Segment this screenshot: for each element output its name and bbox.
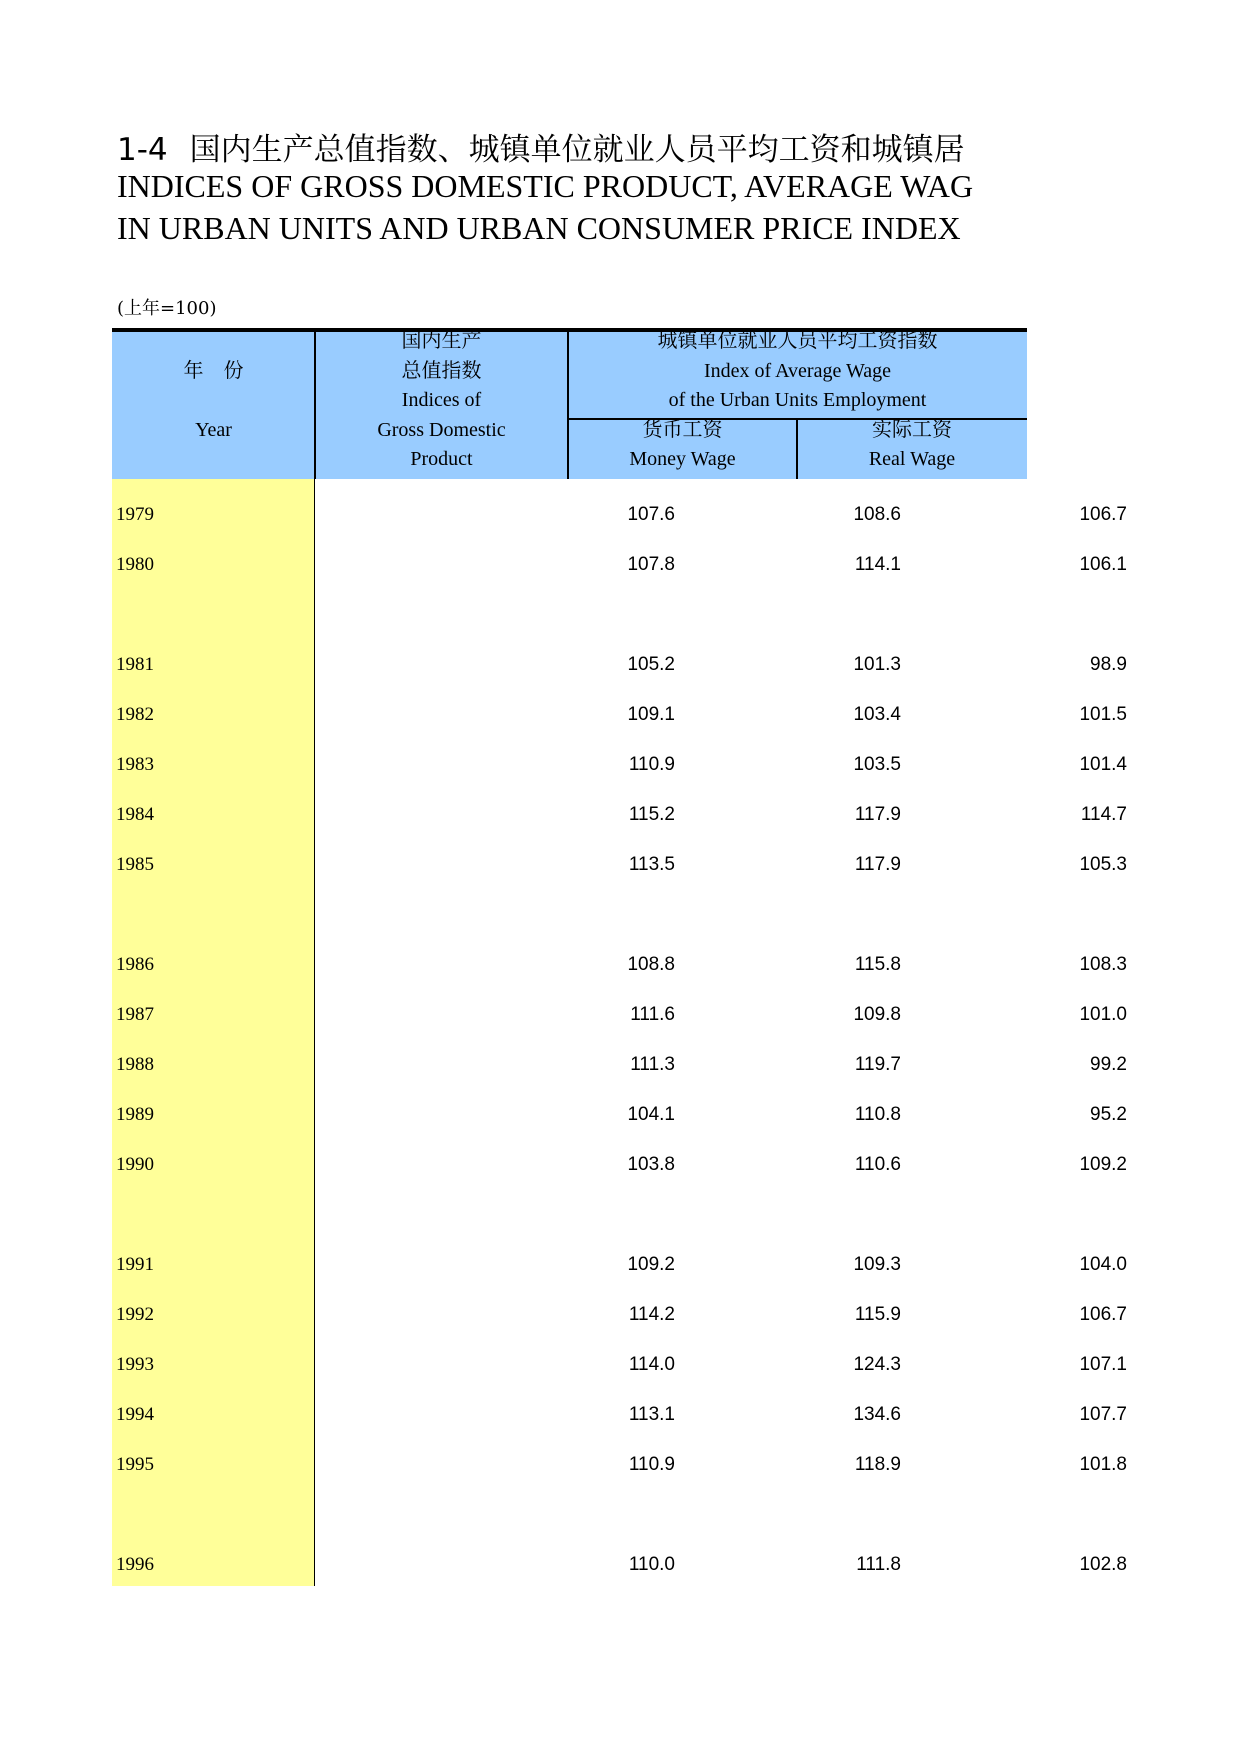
year-cell: 1986 — [116, 954, 154, 975]
table-row — [112, 550, 1127, 580]
year-cell: 1988 — [116, 1054, 154, 1075]
gdp-cell: 109.2 — [627, 1254, 675, 1275]
gdp-cell: 107.6 — [627, 504, 675, 525]
money-wage-cell: 103.4 — [853, 704, 901, 725]
money-wage-cell: 108.6 — [853, 504, 901, 525]
real-wage-cell: 106.7 — [1079, 504, 1127, 525]
header-real-cn: 实际工资 — [872, 419, 952, 441]
header-gdp-en-2: Gross Domestic — [377, 419, 506, 441]
table-row — [112, 1250, 1127, 1280]
real-wage-cell: 106.7 — [1079, 1304, 1127, 1325]
gdp-cell: 114.0 — [628, 1354, 675, 1375]
header-year-cn: 年 份 — [183, 360, 244, 382]
gdp-cell: 110.0 — [628, 1554, 675, 1575]
real-wage-cell: 108.3 — [1079, 954, 1127, 975]
table-row — [112, 500, 1127, 530]
year-cell: 1993 — [116, 1354, 154, 1375]
table-row — [112, 1550, 1127, 1580]
year-cell: 1984 — [116, 804, 154, 825]
year-cell: 1981 — [116, 654, 154, 675]
header-wage-cn: 城镇单位就业人员平均工资指数 — [657, 330, 938, 352]
table-title-english-line1: INDICES OF GROSS DOMESTIC PRODUCT, AVERAGE WAG — [117, 168, 974, 204]
gdp-cell: 110.9 — [628, 754, 675, 775]
real-wage-cell: 104.0 — [1079, 1254, 1127, 1275]
real-wage-cell: 109.2 — [1079, 1154, 1127, 1175]
gdp-cell: 104.1 — [627, 1104, 675, 1125]
table-number: 1-4 — [117, 132, 168, 168]
gdp-cell: 108.8 — [627, 954, 675, 975]
money-wage-cell: 118.9 — [854, 1454, 901, 1475]
table-row — [112, 1100, 1127, 1130]
money-wage-cell: 124.3 — [853, 1354, 901, 1375]
gdp-cell: 111.3 — [630, 1054, 675, 1075]
table-row — [112, 1050, 1127, 1080]
header-divider-wage — [796, 418, 798, 479]
header-divider-gdp — [567, 332, 569, 479]
year-cell: 1987 — [116, 1004, 154, 1025]
money-wage-cell: 134.6 — [853, 1404, 901, 1425]
header-gdp-en-1: Indices of — [401, 389, 482, 411]
real-wage-cell: 101.4 — [1079, 754, 1127, 775]
money-wage-cell: 110.8 — [854, 1104, 901, 1125]
gdp-cell: 111.6 — [630, 1004, 675, 1025]
money-wage-cell: 101.3 — [853, 654, 901, 675]
money-wage-cell: 114.1 — [854, 554, 901, 575]
header-divider-year — [314, 332, 316, 479]
table-row — [112, 950, 1127, 980]
money-wage-cell: 117.9 — [854, 854, 901, 875]
year-cell: 1979 — [116, 504, 154, 525]
real-wage-cell: 101.8 — [1079, 1454, 1127, 1475]
real-wage-cell: 102.8 — [1079, 1554, 1127, 1575]
header-money-cn: 货币工资 — [642, 419, 723, 441]
header-divider-wage-sub — [568, 418, 1027, 420]
year-cell: 1994 — [116, 1404, 154, 1425]
gdp-cell: 113.1 — [628, 1404, 675, 1425]
header-gdp-cn-1: 国内生产 — [401, 330, 482, 352]
money-wage-cell: 117.9 — [854, 804, 901, 825]
money-wage-cell: 115.8 — [854, 954, 901, 975]
table-title-english-line2: IN URBAN UNITS AND URBAN CONSUMER PRICE INDEX — [117, 210, 961, 246]
year-cell: 1983 — [116, 754, 154, 775]
year-cell: 1985 — [116, 854, 154, 875]
real-wage-cell: 114.7 — [1080, 804, 1127, 825]
year-cell: 1989 — [116, 1104, 154, 1125]
header-wage-en-1: Index of Average Wage — [703, 360, 891, 382]
title-chinese-text: 国内生产总值指数、城镇单位就业人员平均工资和城镇居 — [189, 132, 965, 168]
year-cell: 1996 — [116, 1554, 154, 1575]
header-year-en: Year — [195, 419, 232, 441]
money-wage-cell: 109.3 — [853, 1254, 901, 1275]
table-title-chinese — [117, 124, 965, 169]
table-row — [112, 1000, 1127, 1030]
gdp-cell: 105.2 — [627, 654, 675, 675]
table-row — [112, 1350, 1127, 1380]
header-money-en: Money Wage — [629, 448, 736, 470]
gdp-cell: 109.1 — [627, 704, 675, 725]
table-header — [112, 328, 1027, 479]
year-cell: 1995 — [116, 1454, 154, 1475]
unit-note: (上年=100) — [117, 298, 217, 319]
header-wage-en-2: of the Urban Units Employment — [668, 389, 927, 411]
table-row — [112, 700, 1127, 730]
table-row — [112, 750, 1127, 780]
money-wage-cell: 109.8 — [853, 1004, 901, 1025]
table-row — [112, 1450, 1127, 1480]
year-cell: 1992 — [116, 1304, 154, 1325]
real-wage-cell: 98.9 — [1090, 654, 1127, 675]
money-wage-cell: 110.6 — [854, 1154, 901, 1175]
year-cell: 1982 — [116, 704, 154, 725]
year-cell: 1990 — [116, 1154, 154, 1175]
table-row — [112, 1400, 1127, 1430]
real-wage-cell: 105.3 — [1079, 854, 1127, 875]
gdp-cell: 107.8 — [627, 554, 675, 575]
real-wage-cell: 101.0 — [1079, 1004, 1127, 1025]
gdp-cell: 115.2 — [628, 804, 675, 825]
header-gdp-en-3: Product — [410, 448, 473, 470]
real-wage-cell: 107.1 — [1079, 1354, 1127, 1375]
gdp-cell: 113.5 — [628, 854, 675, 875]
table-row — [112, 850, 1127, 880]
real-wage-cell: 106.1 — [1079, 554, 1127, 575]
gdp-cell: 114.2 — [628, 1304, 675, 1325]
money-wage-cell: 115.9 — [854, 1304, 901, 1325]
table-row — [112, 1300, 1127, 1330]
year-cell: 1980 — [116, 554, 154, 575]
table-row — [112, 650, 1127, 680]
table-row — [112, 1150, 1127, 1180]
year-cell: 1991 — [116, 1254, 154, 1275]
real-wage-cell: 99.2 — [1090, 1054, 1127, 1075]
real-wage-cell: 101.5 — [1079, 704, 1127, 725]
real-wage-cell: 107.7 — [1079, 1404, 1127, 1425]
gdp-cell: 103.8 — [627, 1154, 675, 1175]
real-wage-cell: 95.2 — [1090, 1104, 1127, 1125]
money-wage-cell: 119.7 — [854, 1054, 901, 1075]
money-wage-cell: 111.8 — [856, 1554, 901, 1575]
gdp-cell: 110.9 — [628, 1454, 675, 1475]
table-row — [112, 800, 1127, 830]
header-gdp-cn-2: 总值指数 — [401, 360, 482, 382]
money-wage-cell: 103.5 — [853, 754, 901, 775]
header-real-en: Real Wage — [868, 448, 956, 470]
